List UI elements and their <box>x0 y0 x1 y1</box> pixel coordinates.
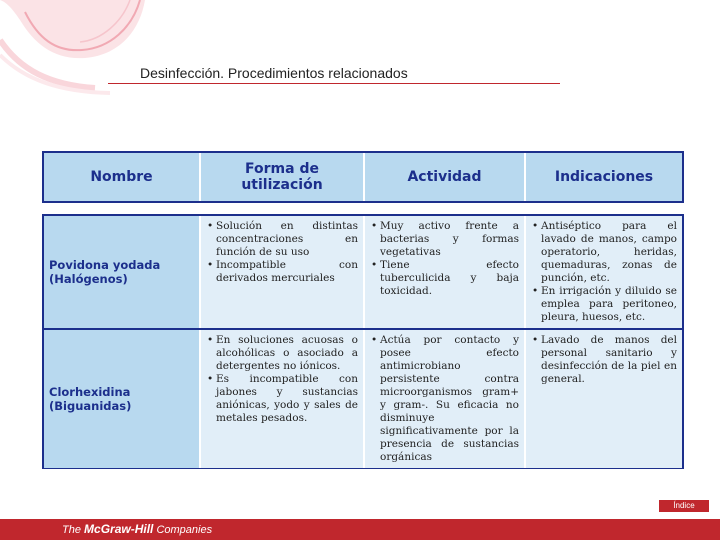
header-forma-utilizacion: Forma de utilización <box>201 153 365 201</box>
decorative-swirl-graphic <box>0 0 150 95</box>
header-actividad: Actividad <box>365 153 526 201</box>
indicaciones-cell <box>526 330 682 468</box>
header-indicaciones: Indicaciones <box>554 169 654 185</box>
header-nombre: Nombre <box>44 153 201 201</box>
disinfectant-table <box>42 214 684 469</box>
footer-bar <box>0 519 720 540</box>
actividad-item: • Tiene efecto tuberculicida y baja toxicidad. <box>380 259 519 298</box>
table-header <box>42 151 684 203</box>
row-name: Clorhexidina <box>49 385 131 399</box>
title-underline <box>108 83 560 84</box>
indicaciones-cell <box>526 216 682 328</box>
forma-cell <box>201 216 365 328</box>
logo-brand: McGraw-Hill <box>84 522 154 536</box>
forma-item: • Incompatible con derivados mercuriales <box>216 259 358 285</box>
table-row-povidona <box>44 216 682 328</box>
row-name-cell <box>44 330 201 468</box>
actividad-item: • Actúa por contacto y posee efecto antimicrobiano persistente contra microorganismos gram+ y gram-. Su eficacia no disminuye significativamente por la presencia de sustancias orgánicas <box>380 334 519 464</box>
table-row-clorhexidina <box>44 328 682 468</box>
logo-suffix: Companies <box>156 524 213 536</box>
publisher-logo <box>62 522 212 536</box>
indicaciones-item: • Antiséptico para el lavado de manos, campo operatorio, heridas, quemaduras, zonas de punción, etc. <box>541 220 677 285</box>
row-name: Povidona yodada <box>49 258 161 272</box>
indice-button[interactable]: Índice <box>659 500 709 512</box>
forma-cell <box>201 330 365 468</box>
forma-item: • Solución en distintas concentraciones en función de su uso <box>216 220 358 259</box>
actividad-cell <box>365 216 526 328</box>
row-name-cell <box>44 216 201 328</box>
slide-title: Desinfección. Procedimientos relacionados <box>140 65 408 81</box>
indicaciones-item: • Lavado de manos del personal sanitario y desinfección de la piel en general. <box>541 334 677 386</box>
row-class: (Biguanidas) <box>49 399 132 413</box>
logo-prefix: The <box>62 524 81 536</box>
row-class: (Halógenos) <box>49 272 128 286</box>
actividad-cell <box>365 330 526 468</box>
indicaciones-item: • En irrigación y diluido se emplea para peritoneo, pleura, huesos, etc. <box>541 285 677 324</box>
actividad-item: • Muy activo frente a bacterias y formas vegetativas <box>380 220 519 259</box>
forma-item: • Es incompatible con jabones y sustancias aniónicas, yodo y sales de metales pesados. <box>216 373 358 425</box>
forma-item: • En soluciones acuosas o alcohólicas o asociado a detergentes no iónicos. <box>216 334 358 373</box>
